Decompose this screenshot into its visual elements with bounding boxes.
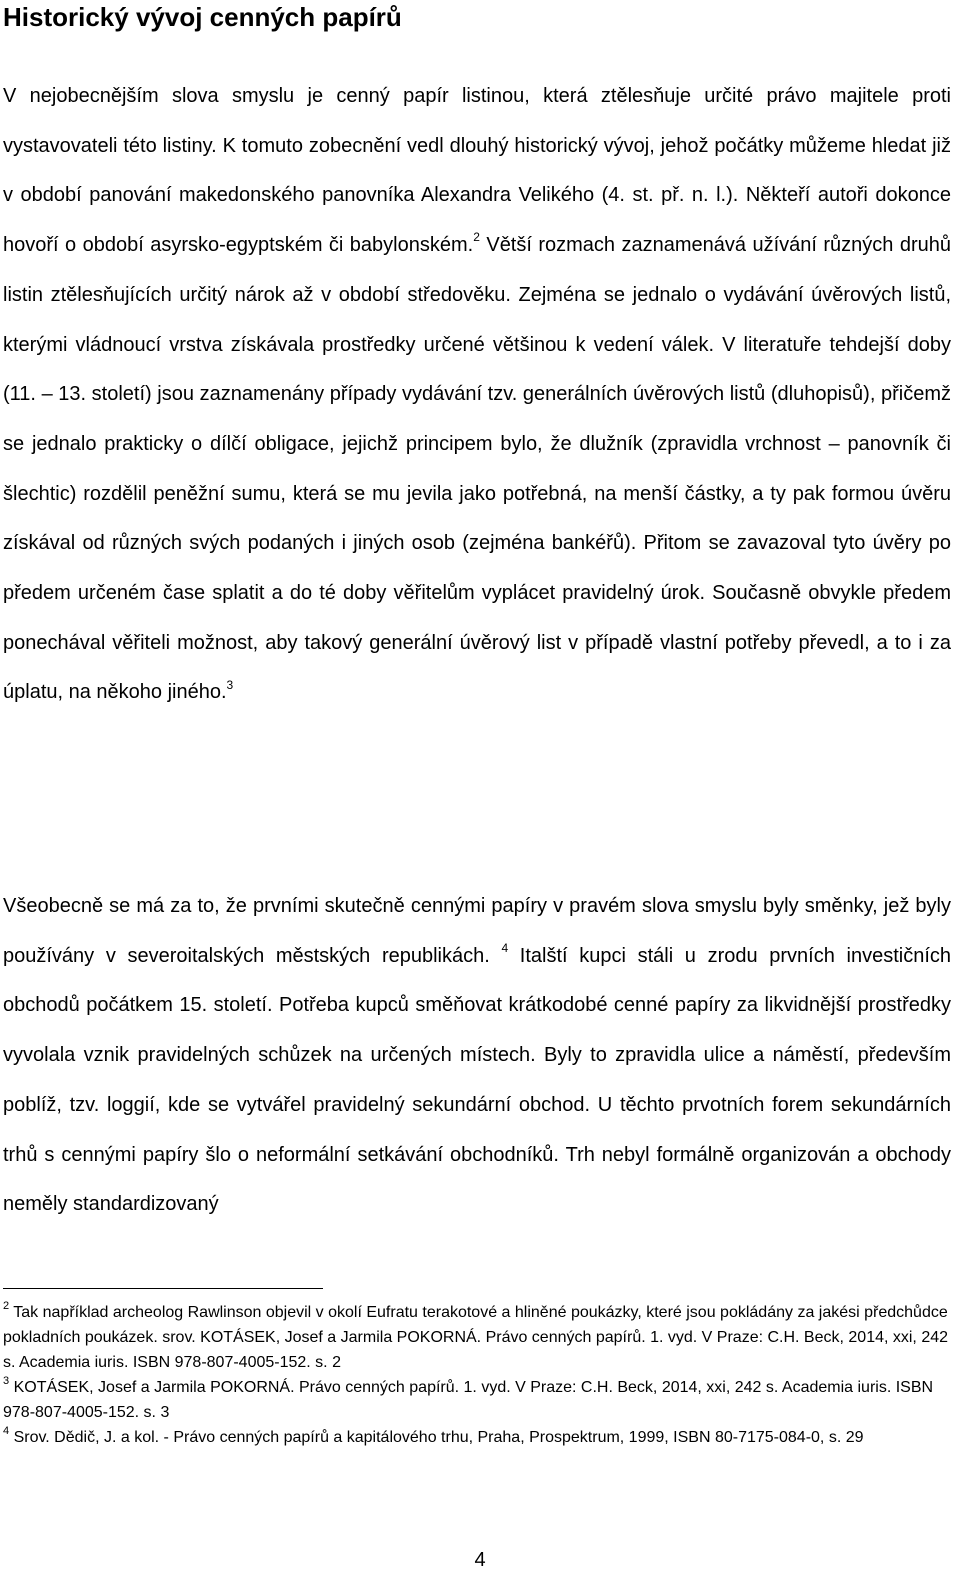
footnote-2: [3, 1300, 948, 1375]
footnote-ref-2[interactable]: 2: [473, 230, 480, 245]
paragraph-2-text-a: Všeobecně se má za to, že prvními skutečně cennými papíry v pravém slova smyslu byly směnky, jež byly používány v severoitalských městských republikách.: [3, 895, 951, 967]
footnote-text: KOTÁSEK, Josef a Jarmila POKORNÁ. Právo cenných papírů. 1. vyd. V Praze: C.H. Beck, 2014, xxi, 242 s. Academia iuris. ISBN 978-807-4005-152. s. 3: [3, 1379, 934, 1421]
footnote-separator: [3, 1288, 323, 1289]
paragraph-1: [3, 72, 951, 718]
paragraph-2: [3, 882, 951, 1230]
paragraph-1-text-a: V nejobecnějším slova smyslu je cenný papír listinou, která ztělesňuje určité právo majitele proti vystavovateli této listiny. K tomuto zobecnění vedl dlouhý historický vývoj, jehož počátky můžeme hledat již v období panování makedonského panovníka Alexandra Velikého (4. st. př. n. l.). Někteří autoři dokonce hovoří o období asyrsko-egyptském či babylonském.: [3, 85, 951, 257]
footnotes: [3, 1300, 948, 1450]
footnote-ref-4[interactable]: 4: [501, 941, 509, 956]
footnote-text: Srov. Dědič, J. a kol. - Právo cenných papírů a kapitálového trhu, Praha, Prospektrum, 1999, ISBN 80-7175-084-0, s. 29: [9, 1429, 864, 1446]
paragraph-1-text-b: Větší rozmach zaznamenává užívání různých druhů listin ztělesňujících určitý nárok až v období středověku. Zejména se jednalo o vydávání úvěrových listů, kterými vládnoucí vrstva získávala prostředky určené většinou k vedení válek. V literatuře tehdejší doby (11. – 13. století) jsou zaznamenány případy vydávání tzv. generálních úvěrových listů (dluhopisů), přičemž se jednalo prakticky o dílčí obligace, jejichž principem bylo, že dlužník (zpravidla vrchnost – panovník či šlechtic) rozdělil peněžní sumu, která se mu jevila jako potřebná, na menší částky, a ty pak formou úvěru získával od různých svých podaných i jiných osob (zejména bankéřů). Přitom se zavazoval tyto úvěry po předem určeném čase splatit a do té doby věřitelům vyplácet pravidelný úrok. Současně obvykle předem ponechával věřiteli možnost, aby takový generální úvěrový list v případě vlastní potřeby převedl, a to i za úplatu, na někoho jiného.: [3, 234, 952, 704]
paragraph-2-text-b: Italští kupci stáli u zrodu prvních investičních obchodů počátkem 15. století. Potřeba kupců směňovat krátkodobé cenné papíry za likvidnější prostředky vyvolala vznik pravidelných schůzek na určených místech. Byly to zpravidla ulice a náměstí, především poblíž, tzv. loggií, kde se vytvářel pravidelný sekundární obchod. U těchto prvotních forem sekundárních trhů s cennými papíry šlo o neformální setkávání obchodníků. Trh nebyl formálně organizován a obchody neměly standardizovaný: [3, 944, 951, 1216]
page-number: 4: [474, 1549, 486, 1571]
footnote-3: [3, 1375, 948, 1425]
section-heading: Historický vývoj cenných papírů: [3, 2, 402, 32]
footnote-ref-3[interactable]: 3: [226, 677, 234, 692]
footnote-number: 3: [3, 1374, 10, 1387]
footnote-number: 4: [3, 1424, 10, 1437]
footnote-4: [3, 1425, 948, 1450]
footnote-text: Tak například archeolog Rawlinson objevil v okolí Eufratu terakotové a hliněné poukázky, které jsou pokládány za jakési předchůdce pokladních poukázek. srov. KOTÁSEK, Josef a Jarmila POKORNÁ. Právo cenných papírů. 1. vyd. V Praze: C.H. Beck, 2014, xxi, 242 s. Academia iuris. ISBN 978-807-4005-152. s. 2: [3, 1304, 949, 1371]
footnote-number: 2: [3, 1299, 10, 1312]
